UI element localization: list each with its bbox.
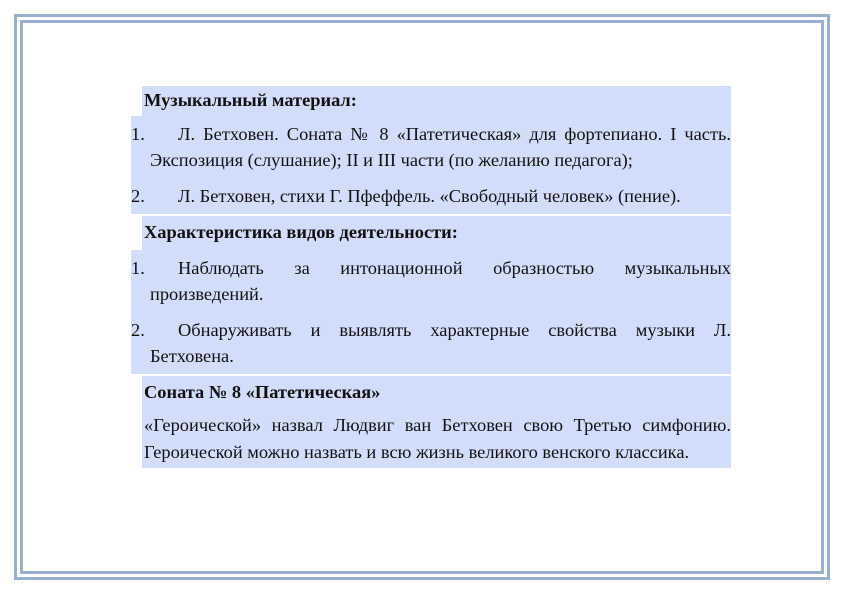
list-number: 2.	[131, 317, 147, 343]
list-item	[131, 178, 731, 214]
material-list	[131, 116, 731, 214]
list-item	[131, 250, 731, 312]
sonata-paragraph: «Героической» назвал Людвиг ван Бетховен свою Третью симфонию. Героической можно назвать и всю жизнь великого венского классика.	[142, 410, 731, 468]
material-heading: Музыкальный материал:	[142, 86, 731, 116]
activity-heading: Характеристика видов деятельности:	[142, 216, 731, 250]
sonata-heading: Соната № 8 «Патетическая»	[142, 376, 731, 410]
list-text: Л. Бетховен. Соната № 8 «Патетическая» для фортепиано. I часть. Экспозиция (слушание); II и III части (по желанию педагога);	[150, 124, 731, 170]
list-number: 1.	[131, 121, 147, 147]
activity-list	[131, 250, 731, 374]
list-item	[131, 116, 731, 178]
list-text: Наблюдать за интонационной образностью музыкальных произведений.	[150, 258, 731, 304]
list-item	[131, 312, 731, 374]
list-text: Обнаруживать и выявлять характерные свойства музыки Л. Бетховена.	[150, 320, 731, 366]
slide-content	[131, 86, 731, 468]
list-text: Л. Бетховен, стихи Г. Пфеффель. «Свободный человек» (пение).	[178, 186, 681, 206]
list-number: 2.	[131, 183, 147, 209]
list-number: 1.	[131, 255, 147, 281]
